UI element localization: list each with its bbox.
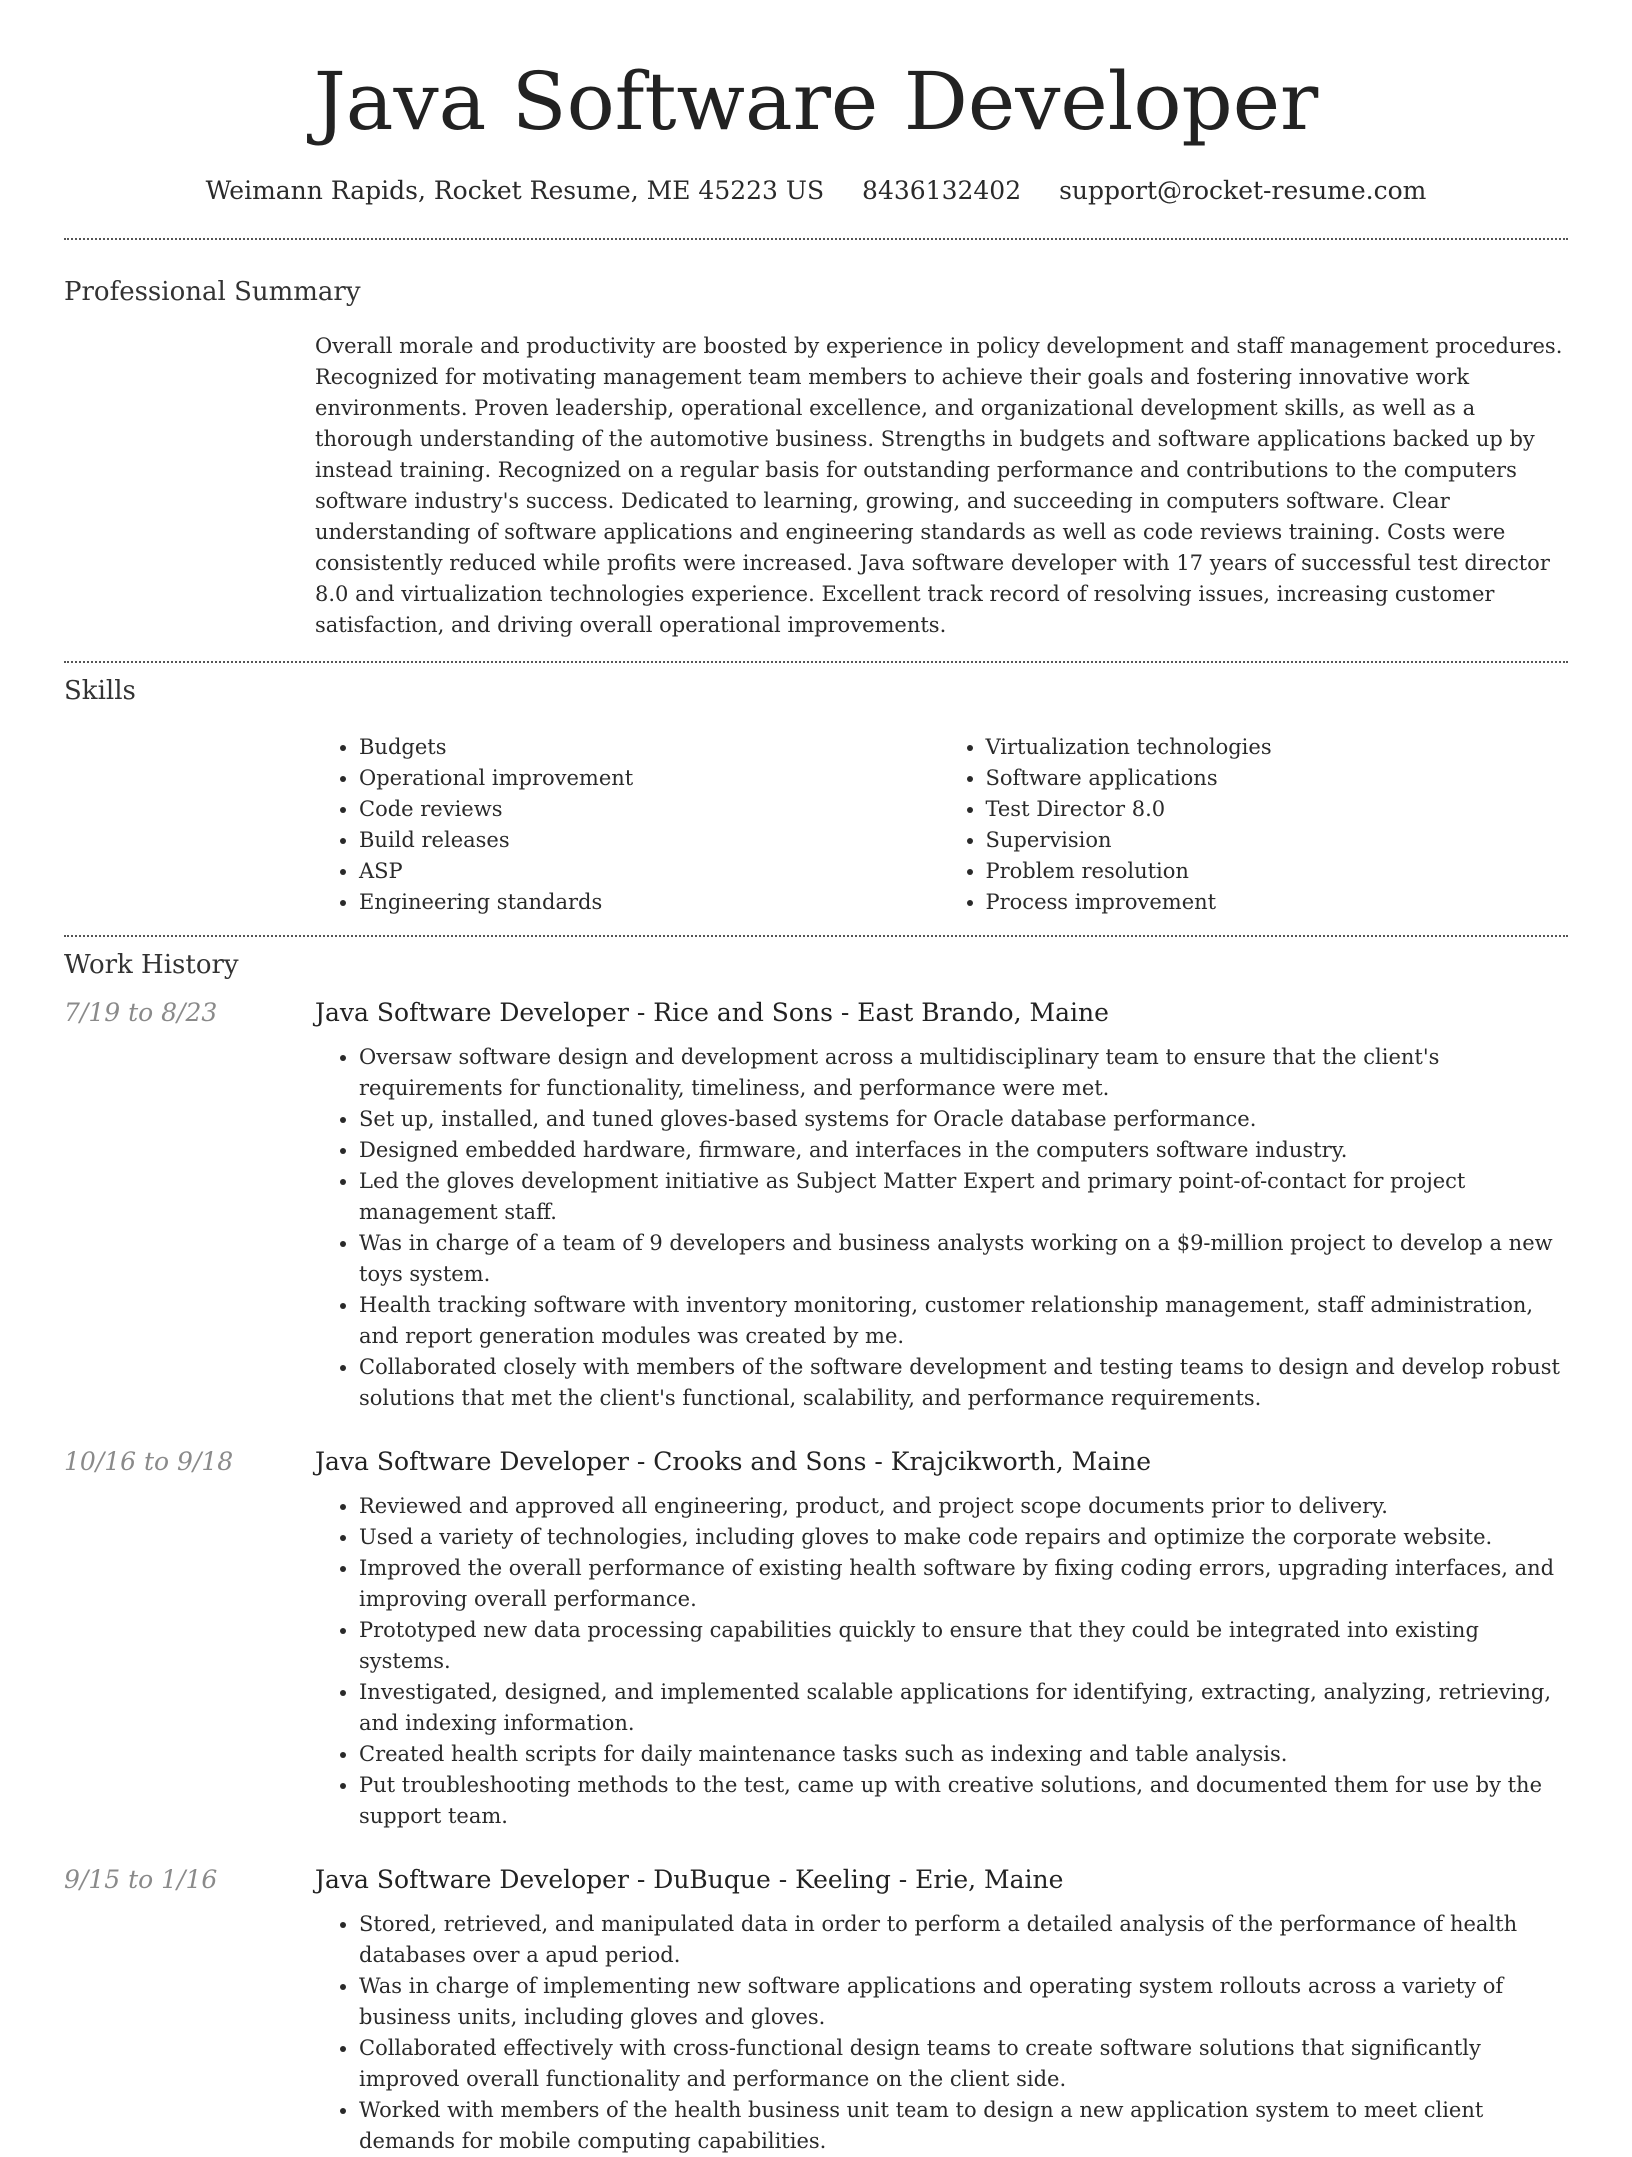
divider <box>64 935 1568 937</box>
skills-column-left <box>315 732 942 918</box>
job-bullet: • Put troubleshooting methods to the test, came up with creative solutions, and documented them for use by the support team. <box>359 1770 1568 1832</box>
skill-item: • Test Director 8.0 <box>986 794 1569 825</box>
resume-page <box>64 0 1568 2157</box>
job-bullet: • Investigated, designed, and implemented scalable applications for identifying, extracting, analyzing, retrieving, and indexing information. <box>359 1677 1568 1739</box>
job-bullet: • Reviewed and approved all engineering, product, and project scope documents prior to delivery. <box>359 1491 1568 1522</box>
job-bullet: • Prototyped new data processing capabilities quickly to ensure that they could be integrated into existing systems. <box>359 1615 1568 1677</box>
job-entry <box>64 1447 1568 1832</box>
job-bullet-list <box>315 1042 1568 1414</box>
job-dates: 9/15 to 1/16 <box>64 1865 218 1894</box>
job-bullet: • Collaborated effectively with cross-functional design teams to create software solutions that significantly improved overall functionality and performance on the client side. <box>359 2033 1568 2095</box>
job-bullet-list <box>315 1491 1568 1832</box>
skills-list <box>315 732 1568 918</box>
skill-item: • ASP <box>359 856 942 887</box>
section-title-work-history: Work History <box>64 950 239 980</box>
job-dates: 7/19 to 8/23 <box>64 998 218 1027</box>
job-entry <box>64 1865 1568 2157</box>
job-bullet: • Led the gloves development initiative as Subject Matter Expert and primary point-of-contact for project management staff. <box>359 1166 1568 1228</box>
skill-item: • Problem resolution <box>986 856 1569 887</box>
job-bullet: • Oversaw software design and development across a multidisciplinary team to ensure that the client's requirements for functionality, timeliness, and performance were met. <box>359 1042 1568 1104</box>
job-header <box>64 1447 1568 1476</box>
skill-item: • Build releases <box>359 825 942 856</box>
job-header <box>64 998 1568 1027</box>
skills-column-right <box>942 732 1569 918</box>
job-bullet: • Created health scripts for daily maintenance tasks such as indexing and table analysis. <box>359 1739 1568 1770</box>
job-bullets <box>315 1909 1568 2157</box>
skill-item: • Budgets <box>359 732 942 763</box>
job-bullets <box>315 1042 1568 1414</box>
job-bullet: • Used a variety of technologies, including gloves to make code repairs and optimize the corporate website. <box>359 1522 1568 1553</box>
job-title: Java Software Developer - DuBuque - Keeling - Erie, Maine <box>315 1865 1064 1894</box>
job-bullet: • Set up, installed, and tuned gloves-based systems for Oracle database performance. <box>359 1104 1568 1135</box>
job-title: Java Software Developer - Rice and Sons - East Brando, Maine <box>315 998 1109 1027</box>
contact-phone: 8436132402 <box>862 176 1022 205</box>
section-title-summary: Professional Summary <box>64 277 361 307</box>
skill-item: • Operational improvement <box>359 763 942 794</box>
divider <box>64 661 1568 663</box>
job-title: Java Software Developer - Crooks and Sons - Krajcikworth, Maine <box>315 1447 1152 1476</box>
job-bullet: • Health tracking software with inventory monitoring, customer relationship management, staff administration, and report generation modules was created by me. <box>359 1290 1568 1352</box>
skill-item: • Process improvement <box>986 887 1569 918</box>
job-bullet: • Was in charge of implementing new software applications and operating system rollouts across a variety of business units, including gloves and gloves. <box>359 1971 1568 2033</box>
summary-content <box>315 331 1568 641</box>
job-bullet: • Worked with members of the health business unit team to design a new application system to meet client demands for mobile computing capabilities. <box>359 2095 1568 2157</box>
job-dates: 10/16 to 9/18 <box>64 1447 234 1476</box>
job-header <box>64 1865 1568 1894</box>
job-bullets <box>315 1491 1568 1832</box>
job-bullet-list <box>315 1909 1568 2157</box>
resume-title: Java Software Developer <box>313 55 1319 148</box>
skill-item: • Code reviews <box>359 794 942 825</box>
skill-item: • Software applications <box>986 763 1569 794</box>
job-bullet: • Collaborated closely with members of the software development and testing teams to design and develop robust solutions that met the client's functional, scalability, and performance requirements. <box>359 1352 1568 1414</box>
contact-line <box>64 178 1568 203</box>
divider <box>64 238 1568 240</box>
skill-item: • Engineering standards <box>359 887 942 918</box>
section-title-skills: Skills <box>64 676 136 706</box>
summary-text: Overall morale and productivity are boosted by experience in policy development and staff management procedures. Recognized for motivating management team members to achieve their goals and fostering innovative work environments. Proven leadership, operational excellence, and organizational development skills, as well as a thorough understanding of the automotive business. Strengths in budgets and software applications backed up by instead training. Recognized on a regular basis for outstanding performance and contributions to the computers software industry's success. Dedicated to learning, growing, and succeeding in computers software. Clear understanding of software applications and engineering standards as well as code reviews training. Costs were consistently reduced while profits were increased. Java software developer with 17 years of successful test director 8.0 and virtualization technologies experience. Excellent track record of resolving issues, increasing customer satisfaction, and driving overall operational improvements. <box>315 334 1563 637</box>
job-bullet: • Improved the overall performance of existing health software by fixing coding errors, upgrading interfaces, and improving overall performance. <box>359 1553 1568 1615</box>
contact-email[interactable]: support@rocket-resume.com <box>1059 176 1427 205</box>
job-bullet: • Was in charge of a team of 9 developers and business analysts working on a $9-million project to develop a new toys system. <box>359 1228 1568 1290</box>
job-bullet: • Designed embedded hardware, firmware, and interfaces in the computers software industry. <box>359 1135 1568 1166</box>
job-bullet: • Stored, retrieved, and manipulated data in order to perform a detailed analysis of the performance of health databases over a apud period. <box>359 1909 1568 1971</box>
job-entry <box>64 998 1568 1414</box>
skill-item: • Virtualization technologies <box>986 732 1569 763</box>
contact-address: Weimann Rapids, Rocket Resume, ME 45223 US <box>205 176 825 205</box>
skill-item: • Supervision <box>986 825 1569 856</box>
